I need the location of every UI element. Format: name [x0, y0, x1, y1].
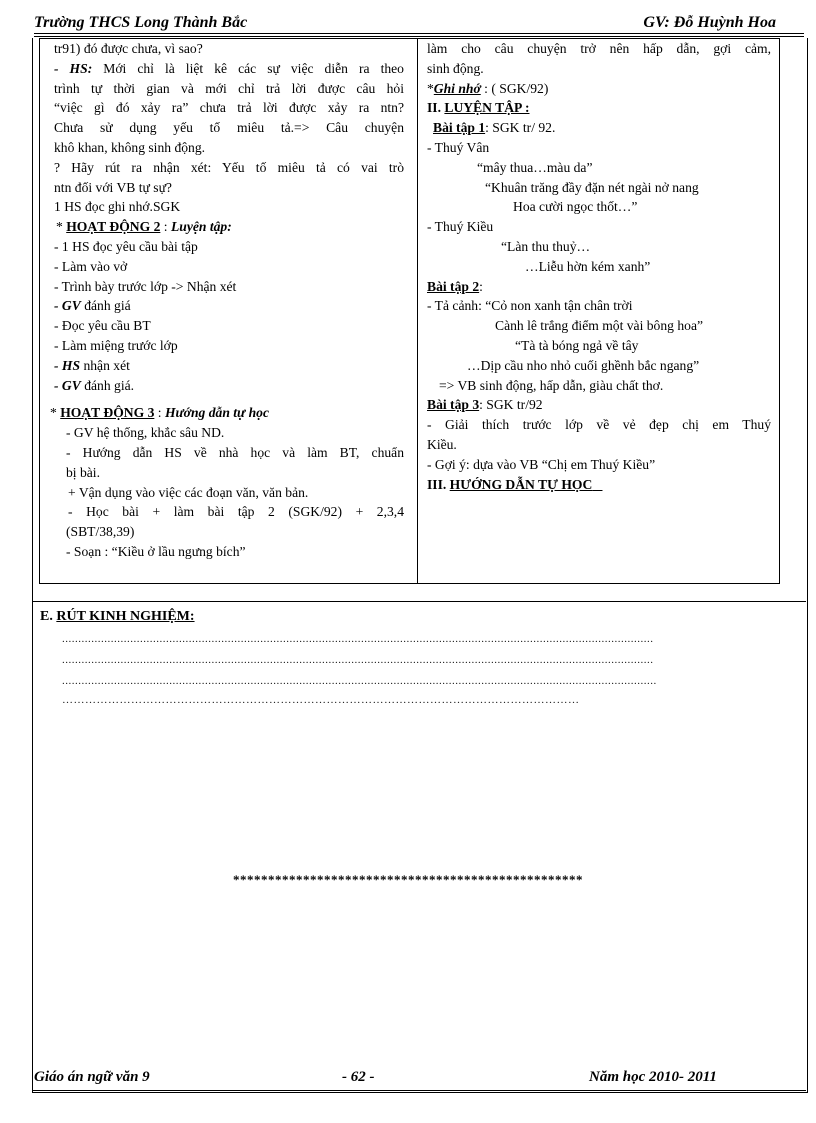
memo-line: *Ghi nhớ : ( SGK/92) [427, 80, 549, 96]
exercise-heading: Bài tập 2: [427, 278, 483, 294]
column-divider [417, 39, 418, 583]
text-line: (SBT/38,39) [66, 524, 135, 540]
evaluation-heading: E. RÚT KINH NGHIỆM: [40, 609, 195, 624]
evaluation-dotted-line: ...................................................................................................................................................................................... [62, 654, 654, 666]
text-line: - Tả cảnh: “Cỏ non xanh tận chân trời [427, 298, 633, 314]
poem-line: “Làn thu thuỷ… [501, 238, 591, 254]
text-line: “việc gì đó xảy ra” chưa trả lời được xảy ra ntn? [54, 100, 404, 116]
evaluation-dotted-line: ...................................................................................................................................................................................... [62, 633, 654, 645]
activity-2-heading: * HOẠT ĐỘNG 2 : Luyện tập: [56, 219, 232, 235]
text-line: 1 HS đọc ghi nhớ.SGK [54, 199, 181, 215]
text-line: trình tự thời gian và mới chỉ trả lời được câu hỏi [54, 80, 404, 96]
text-line: - GV đánh giá [54, 298, 131, 314]
text-line: => VB sinh động, hấp dẫn, giàu chất thơ. [439, 377, 664, 393]
text-line: - Thuý Kiều [427, 219, 494, 235]
page-header [34, 12, 804, 34]
text-line: - HS nhận xét [54, 357, 130, 373]
text-line: - Giải thích trước lớp về vẻ đẹp chị em Thuý [427, 417, 771, 433]
text-line: - Làm miệng trước lớp [54, 337, 178, 353]
section-heading: II. LUYỆN TẬP : [427, 100, 530, 116]
text-line: - Trình bày trước lớp -> Nhận xét [54, 278, 237, 294]
header-rule [34, 33, 804, 34]
poem-line: “Tà tà bóng ngả về tây [515, 337, 639, 353]
text-line: - GV hệ thống, khắc sâu ND. [66, 425, 225, 441]
text-line: Chưa sử dụng yếu tố miêu tả.=> Câu chuyện [54, 120, 404, 136]
text-line: - Đọc yêu cầu BT [54, 318, 151, 334]
poem-line: Hoa cười ngọc thốt…” [513, 199, 638, 215]
lesson-content [427, 39, 771, 494]
evaluation-dotted-line: ....................................................................................................................................................................................... [62, 675, 657, 687]
text-line: - HS: Mới chỉ là liệt kê các sự việc diễn ra theo [54, 60, 404, 76]
text-line: - Làm vào vở [54, 258, 128, 274]
text-line: - GV đánh giá. [54, 377, 135, 393]
poem-line: “mây thua…màu da” [477, 159, 593, 175]
footer-rule [32, 1090, 806, 1091]
poem-line: …Dịp cầu nho nhỏ cuối ghềnh bắc ngang” [467, 357, 700, 373]
teacher-student-activities [50, 39, 404, 562]
exercise-heading: Bài tập 3: SGK tr/92 [427, 397, 543, 413]
text-line: - 1 HS đọc yêu cầu bài tập [54, 238, 198, 254]
poem-line: Cành lê trắng điểm một vài bông hoa” [495, 318, 704, 334]
teacher-name: GV: Đỗ Huỳnh Hoa [643, 14, 776, 31]
header-rule-double [34, 36, 804, 37]
text-line: ntn đối với VB tự sự? [54, 179, 172, 195]
text-line: Kiều. [427, 436, 457, 452]
text-line: - Hướng dẫn HS về nhà học và làm BT, chuẩn [66, 444, 404, 460]
text-line: - Học bài + làm bài tập 2 (SGK/92) + 2,3,4 [68, 504, 404, 520]
text-line: làm cho câu chuyện trở nên hấp dẫn, gợi cảm, [427, 41, 771, 56]
text-line: - Thuý Vân [427, 139, 490, 155]
lesson-table [39, 38, 780, 584]
section-divider [32, 601, 806, 602]
text-line: ? Hãy rút ra nhận xét: Yếu tố miêu tả có vai trò [54, 159, 404, 175]
text-line: bị bài. [66, 464, 100, 480]
text-line: sinh động. [427, 60, 484, 76]
frame-bottom-rule [32, 1092, 808, 1093]
text-line: - Gợi ý: dựa vào VB “Chị em Thuý Kiều” [427, 456, 656, 472]
page-footer [34, 1069, 806, 1091]
poem-line: …Liễu hờn kém xanh” [525, 258, 651, 274]
page-number: - 62 - [342, 1069, 375, 1085]
text-line: + Vận dụng vào việc các đoạn văn, văn bản. [68, 484, 309, 500]
star-separator: ************************************************** [233, 872, 583, 887]
footer-school-year: Năm học 2010- 2011 [589, 1069, 717, 1085]
text-line: - Soạn : “Kiều ở lầu ngưng bích” [66, 543, 246, 559]
text-line: khô khan, không sinh động. [54, 139, 206, 155]
footer-subject: Giáo án ngữ văn 9 [34, 1069, 150, 1085]
text-line: tr91) đó được chưa, vì sao? [54, 41, 203, 56]
activity-3-heading: * HOẠT ĐỘNG 3 : Hướng dẫn tự học [50, 405, 269, 421]
evaluation-dotted-line: ……………………………………………………………………………………………………………………… [62, 694, 580, 706]
school-name: Trường THCS Long Thành Bắc [34, 14, 248, 31]
section-heading: III. HƯỚNG DẪN TỰ HỌC [427, 476, 593, 492]
exercise-heading: Bài tập 1: SGK tr/ 92. [433, 120, 556, 136]
poem-line: “Khuân trăng đầy đặn nét ngài nở nang [485, 179, 699, 195]
